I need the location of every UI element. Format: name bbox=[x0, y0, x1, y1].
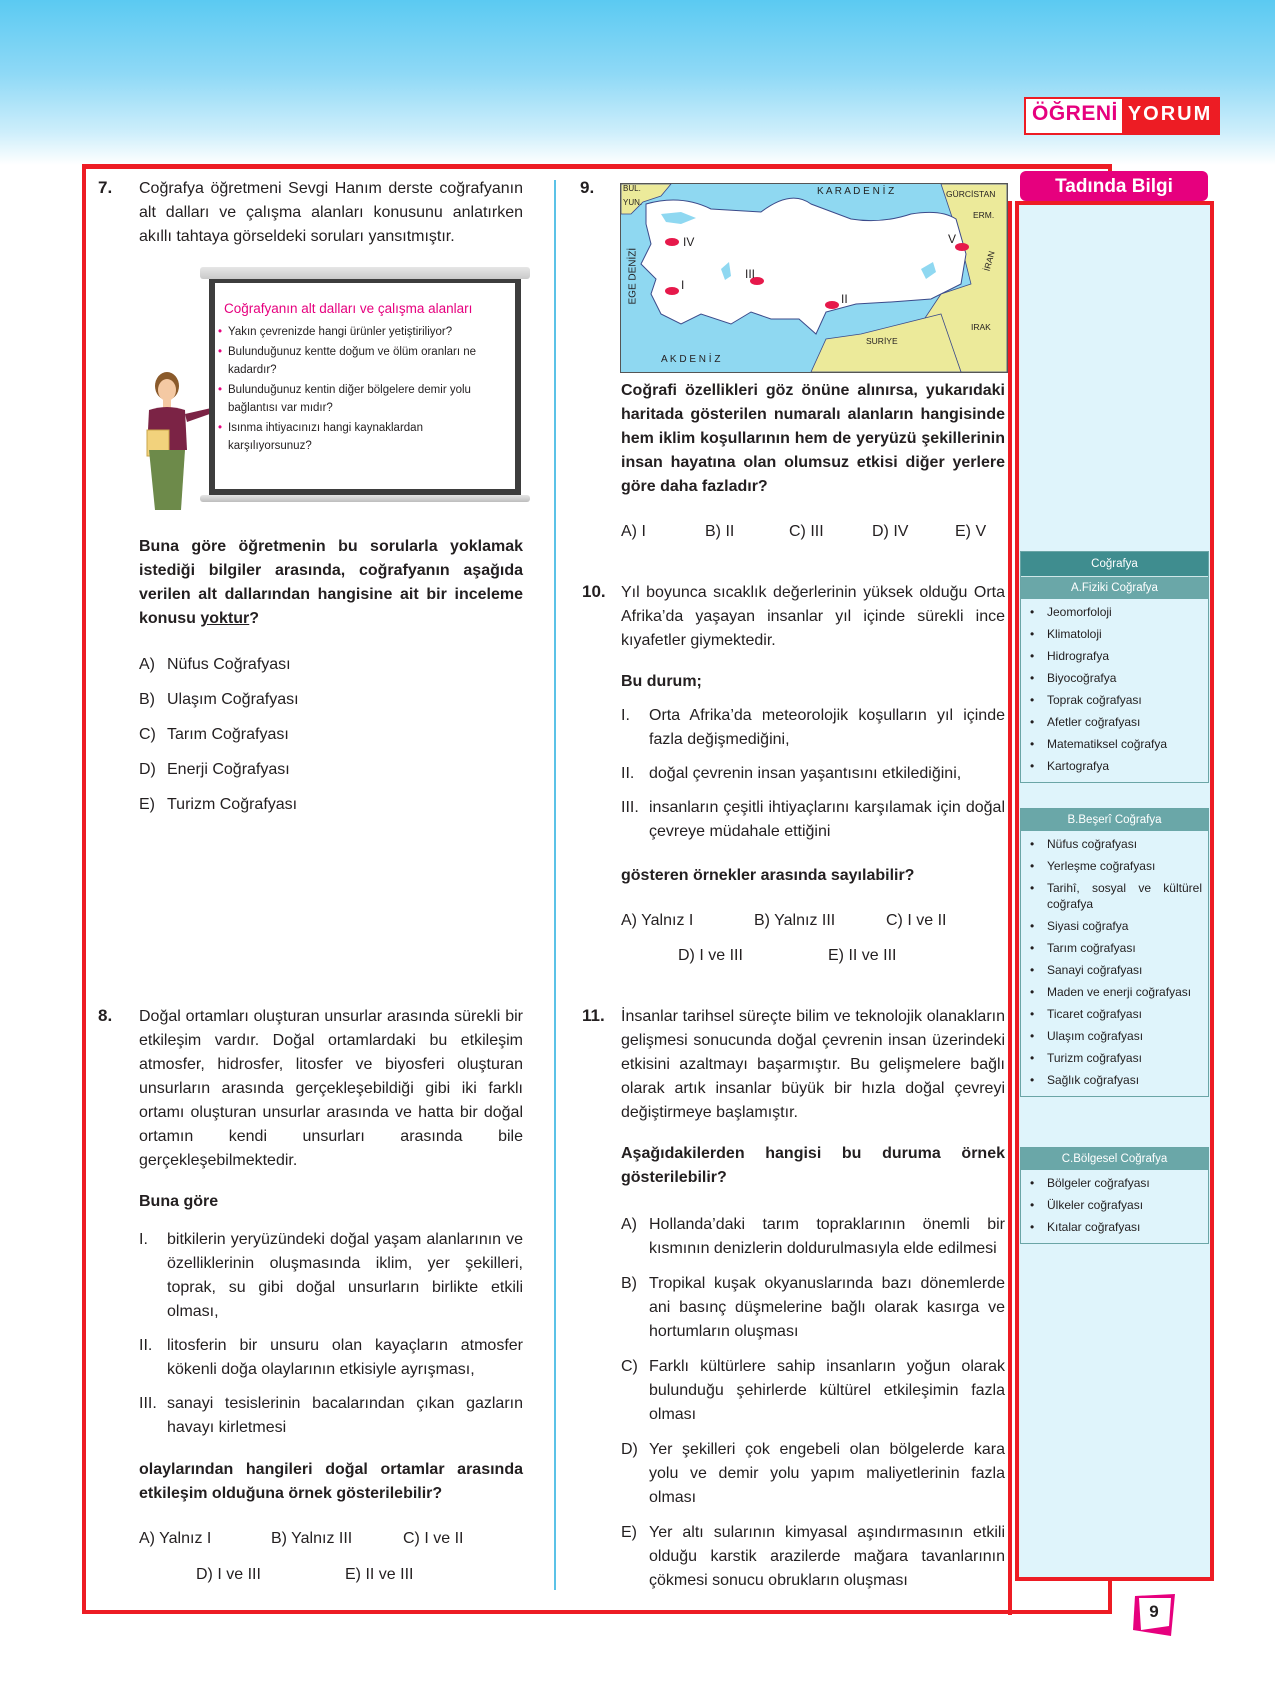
map-label-mediterranean: A K D E N İ Z bbox=[661, 354, 721, 365]
map-label-point: II bbox=[841, 292, 848, 306]
section-header: A.Fiziki Coğrafya bbox=[1021, 577, 1208, 599]
map-label-iran: İRAN bbox=[981, 249, 997, 273]
list-item: • Jeomorfoloji bbox=[1027, 604, 1202, 620]
question-stem: Coğrafi özellikleri göz önüne alınırsa, yukarıdaki haritada gösterilen numaralı alanların hangisinde hem iklim koşullarının hem de yeryüzü şekillerinin insan hayatına olan olumsuz etkisi diğer yerlere göre daha fazladır? bbox=[621, 382, 1005, 495]
answer-choices bbox=[621, 912, 1005, 984]
map-label-point: I bbox=[681, 278, 685, 292]
list-item: • Tarım coğrafyası bbox=[1027, 940, 1202, 956]
board-question-list bbox=[218, 323, 488, 457]
board-item: • Bulunduğunuz kentin diğer bölgelere demir yolu bağlantısı var mıdır? bbox=[218, 381, 488, 417]
list-item: • Ulaşım coğrafyası bbox=[1027, 1028, 1202, 1044]
underlined-word: yoktur bbox=[200, 610, 250, 627]
board-top-rod bbox=[200, 267, 530, 279]
answer-e[interactable]: E) II ve III bbox=[345, 1566, 414, 1583]
map-point-V bbox=[955, 243, 969, 251]
statement: III. insanların çeşitli ihtiyaçlarını karşılamak için doğal çevreye müdahale ettiğini bbox=[621, 799, 1005, 840]
answer-b[interactable]: B) II bbox=[705, 523, 735, 540]
answer-e[interactable]: E) V bbox=[955, 523, 987, 540]
statement: I. Orta Afrika’da meteorolojik koşulların yıl içinde fazla değişmediğini, bbox=[621, 707, 1005, 748]
list-item: • Matematiksel coğrafya bbox=[1027, 736, 1202, 752]
map-label-bulgaria: BUL. bbox=[623, 184, 641, 193]
answer-c[interactable]: C) I ve II bbox=[886, 912, 947, 929]
list-item: • Ticaret coğrafyası bbox=[1027, 1006, 1202, 1022]
question-number: 10. bbox=[582, 582, 606, 601]
question-intro: Yıl boyunca sıcaklık değerlerinin yüksek olduğu Orta Afrika’da yaşayan insanlar yıl içinde sürekli ince kıyafetler giymektedir. bbox=[621, 584, 1005, 649]
answer-e[interactable]: E) II ve III bbox=[828, 947, 897, 964]
list-item: • Siyasi coğrafya bbox=[1027, 918, 1202, 934]
option-c[interactable]: C) Tarım Coğrafyası bbox=[139, 726, 289, 743]
question-stem: Aşağıdakilerden hangisi bu duruma örnek gösterilebilir? bbox=[621, 1145, 1005, 1186]
section-header: B.Beşerî Coğrafya bbox=[1021, 809, 1208, 831]
map-label-georgia: GÜRCİSTAN bbox=[946, 189, 996, 199]
map-label-armenia: ERM. bbox=[973, 210, 995, 220]
map-label-point: V bbox=[948, 232, 957, 246]
map-label-syria: SURİYE bbox=[866, 336, 898, 346]
question-intro: İnsanlar tarihsel süreçte bilim ve teknolojik olanakların gelişmesi sonucunda doğal çevrenin insan üzerindeki etkisini azaltmayı başarmıştır. Bu gelişmelere bağlı olarak artık insanlar büyük bir hızla doğal çevreyi değiştirmeye başlamıştır. bbox=[621, 1008, 1005, 1121]
option-a[interactable]: A) Hollanda’daki tarım topraklarının önemli bir kısmının denizlerin doldurulmasıyla elde edilmesi bbox=[621, 1216, 1005, 1257]
statement: II. doğal çevrenin insan yaşantısını etkilediğini, bbox=[621, 765, 962, 782]
list-item: • Kıtalar coğrafyası bbox=[1027, 1219, 1202, 1235]
option-e[interactable]: E) Turizm Coğrafyası bbox=[139, 796, 298, 813]
map-label-greece: YUN. bbox=[623, 198, 643, 207]
option-b[interactable]: B) Ulaşım Coğrafyası bbox=[139, 691, 299, 708]
question-number: 9. bbox=[580, 178, 595, 197]
section-header: C.Bölgesel Coğrafya bbox=[1021, 1148, 1208, 1170]
page-number: 9 bbox=[1149, 1602, 1159, 1621]
sidebar-title: Tadında Bilgi bbox=[1020, 171, 1208, 201]
board-title: Coğrafyanın alt dalları ve çalışma alanları bbox=[224, 301, 473, 316]
table-regional-geography bbox=[1020, 1147, 1209, 1244]
question-stem: olaylarından hangileri doğal ortamlar arasında etkileşim olduğuna örnek gösterilebilir? bbox=[139, 1461, 523, 1502]
table-human-geography bbox=[1020, 808, 1209, 1097]
question-stem: Buna göre öğretmenin bu sorularla yoklamak istediği bilgiler arasında, coğrafyanın aşağıda verilen alt dallarından hangisine ait bir inceleme konusu yoktur? bbox=[139, 538, 523, 627]
turkey-map bbox=[620, 183, 1008, 373]
list-item: • Tarihî, sosyal ve kültürel coğrafya bbox=[1027, 880, 1202, 912]
sidebar-border-accent bbox=[1008, 201, 1012, 1615]
list-item: • Yerleşme coğrafyası bbox=[1027, 858, 1202, 874]
list-item: • Hidrografya bbox=[1027, 648, 1202, 664]
options-list bbox=[139, 653, 523, 828]
answer-b[interactable]: B) Yalnız III bbox=[271, 1530, 353, 1547]
answer-d[interactable]: D) IV bbox=[872, 523, 909, 540]
map-label-aegean: EGE DENİZİ bbox=[627, 247, 639, 305]
option-e[interactable]: E) Yer altı sularının kimyasal aşındırmasının etkili olduğu karstik arazilerde mağara tavanlarının çökmesi sonucu obrukların oluşması bbox=[621, 1524, 1005, 1589]
answer-d[interactable]: D) I ve III bbox=[678, 947, 743, 964]
option-d[interactable]: D) Enerji Coğrafyası bbox=[139, 761, 290, 778]
brand-logo bbox=[1024, 97, 1220, 135]
question-number: 11. bbox=[582, 1006, 605, 1025]
option-b[interactable]: B) Tropikal kuşak okyanuslarında bazı dönemlerde ani basınç düşmelerine bağlı olarak kasırga ve hortumların oluşması bbox=[621, 1275, 1005, 1340]
section-list bbox=[1021, 1170, 1208, 1243]
options-list bbox=[621, 1213, 1005, 1604]
board-item: • Bulunduğunuz kentte doğum ve ölüm oranları ne kadardır? bbox=[218, 343, 488, 379]
list-item: • Maden ve enerji coğrafyası bbox=[1027, 984, 1202, 1000]
statement: III. sanayi tesislerinin bacalarından çıkan gazların havayı kirletmesi bbox=[139, 1395, 523, 1436]
list-item: • Sağlık coğrafyası bbox=[1027, 1072, 1202, 1088]
answer-choices bbox=[139, 1530, 523, 1602]
brand-part2: YORUM bbox=[1122, 99, 1218, 133]
board-item: • Isınma ihtiyacınızı hangi kaynaklardan karşılıyorsunuz? bbox=[218, 419, 488, 455]
list-item: • Sanayi coğrafyası bbox=[1027, 962, 1202, 978]
list-item: • Ülkeler coğrafyası bbox=[1027, 1197, 1202, 1213]
answer-d[interactable]: D) I ve III bbox=[196, 1566, 261, 1583]
question-intro: Coğrafya öğretmeni Sevgi Hanım derste coğrafyanın alt dalları ve çalışma alanları konusunu anlatırken akıllı tahtaya görseldeki soruları yansıtmıştır. bbox=[139, 180, 523, 245]
section-list bbox=[1021, 831, 1208, 1096]
header-sky-gradient bbox=[0, 0, 1275, 165]
map-label-iraq: IRAK bbox=[971, 322, 991, 332]
statement: II. litosferin bir unsuru olan kayaçların atmosfer kökenli doğa olaylarının etkisiyle ayrışması, bbox=[139, 1337, 523, 1378]
map-label-point: III bbox=[745, 267, 756, 281]
statements-list bbox=[139, 1228, 523, 1450]
list-item: • Afetler coğrafyası bbox=[1027, 714, 1202, 730]
answer-c[interactable]: C) I ve II bbox=[403, 1530, 464, 1547]
answer-a[interactable]: A) Yalnız I bbox=[139, 1530, 212, 1547]
list-item: • Toprak coğrafyası bbox=[1027, 692, 1202, 708]
column-divider bbox=[554, 180, 556, 1590]
map-point-II bbox=[825, 301, 839, 309]
list-item: • Klimatoloji bbox=[1027, 626, 1202, 642]
question-intro: Doğal ortamları oluşturan unsurlar arasında sürekli bir etkileşim vardır. Doğal ortamlardaki bu etkileşim atmosfer, hidrosfer, litosfer ve biyosferi oluşturan unsurların arasında gerçekleşebildiği gibi iki farklı ortamı oluşturan unsurlar arasında ve hatta bir doğal ortamın kendi unsurları arasında bile gerçekleşebilmektedir. bbox=[139, 1008, 523, 1169]
answer-b[interactable]: B) Yalnız III bbox=[754, 912, 836, 929]
statements-list bbox=[621, 704, 1005, 854]
option-a[interactable]: A) Nüfus Coğrafyası bbox=[139, 656, 291, 673]
map-point-I bbox=[665, 287, 679, 295]
table-main-header: Coğrafya bbox=[1021, 552, 1208, 577]
list-item: • Biyocoğrafya bbox=[1027, 670, 1202, 686]
map-label-point: IV bbox=[683, 235, 695, 249]
list-item: • Turizm coğrafyası bbox=[1027, 1050, 1202, 1066]
question-lead: Buna göre bbox=[139, 1193, 219, 1210]
option-c[interactable]: C) Farklı kültürlere sahip insanların yoğun olarak bulunduğu şehirlerde kültürel etkileşimin fazla olması bbox=[621, 1358, 1005, 1423]
list-item: • Kartografya bbox=[1027, 758, 1202, 774]
board-bottom-rod bbox=[200, 495, 530, 502]
map-point-IV bbox=[665, 238, 679, 246]
brand-part1: ÖĞRENİ bbox=[1032, 102, 1118, 125]
question-number: 7. bbox=[98, 178, 113, 197]
answer-a[interactable]: A) Yalnız I bbox=[621, 912, 694, 929]
table-physical-geography bbox=[1020, 551, 1209, 783]
statement: I. bitkilerin yeryüzündeki doğal yaşam alanlarının ve özelliklerinin oluşmasında iklim, yer şekilleri, toprak, su gibi doğal unsurların birlikte etkili olması, bbox=[139, 1231, 523, 1320]
question-stem: gösteren örnekler arasında sayılabilir? bbox=[621, 867, 915, 884]
smart-board bbox=[200, 263, 530, 508]
answer-choices bbox=[621, 523, 1005, 553]
option-d[interactable]: D) Yer şekilleri çok engebeli olan bölgelerde kara yolu ve demir yolu yapım maliyetlerinin fazla olması bbox=[621, 1441, 1005, 1506]
map-label-black-sea: K A R A D E N İ Z bbox=[817, 186, 895, 197]
board-item: • Yakın çevrenizde hangi ürünler yetiştiriliyor? bbox=[218, 323, 488, 341]
answer-c[interactable]: C) III bbox=[789, 523, 824, 540]
question-lead: Bu durum; bbox=[621, 673, 702, 690]
answer-a[interactable]: A) I bbox=[621, 523, 646, 540]
list-item: • Bölgeler coğrafyası bbox=[1027, 1175, 1202, 1191]
map-graphic bbox=[621, 184, 1007, 372]
list-item: • Nüfus coğrafyası bbox=[1027, 836, 1202, 852]
section-list bbox=[1021, 599, 1208, 782]
question-number: 8. bbox=[98, 1006, 113, 1025]
page-number-badge bbox=[1131, 1592, 1177, 1638]
